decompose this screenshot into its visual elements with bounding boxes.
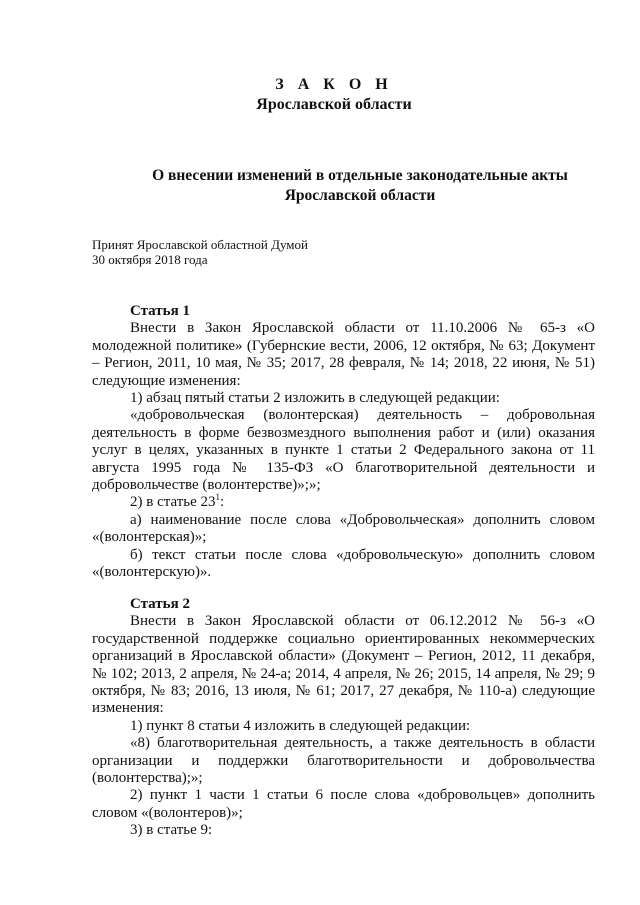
article-2-item-2: 2) пункт 1 части 1 статьи 6 после слова «добровольцев» дополнить словом «(волонтеров)»; [92,787,595,821]
article-2-item-1: 1) пункт 8 статьи 4 изложить в следующей редакции: [130,717,471,734]
article-1-title: Статья 1 [130,303,190,319]
adoption-line-1: Принят Ярославской областной Думой [92,237,308,252]
article-1-item-2-prefix: 2) в статье 23 [130,494,216,511]
article-2 [92,596,595,840]
article-1-item-1: 1) абзац пятый статьи 2 изложить в следующей редакции: [130,390,500,407]
article-2-title: Статья 2 [130,596,190,612]
article-2-item-3: 3) в статье 9: [130,822,213,839]
article-2-item-1-text: «8) благотворительная деятельность, а также деятельность в области организации и поддержки благотворительности и добровольчества (волонтерства);»; [92,735,595,787]
document-type-heading: З А К О Н [275,76,393,93]
article-1-item-2b: б) текст статьи после слова «добровольческую» дополнить словом «(волонтерскую)». [92,546,595,581]
article-2-intro: Внести в Закон Ярославской области от 06.12.2012 № 56-з «О государственной поддержке социально ориентированных некоммерческих организаций в Ярославской области» (Документ – Регион, 2012, 11 декабря, № 102; 2013, 2 апреля, № 24-а; 2014, 4 апреля, № 26; 2015, 14 апреля, № 29; 9 октября, № 83; 2016, 13 июля, № 61; 2017, 27 декабря, № 110-а) следующие изменения: [92,613,595,717]
article-1-item-2a: а) наименование после слова «Добровольческая» дополнить словом «(волонтерская)»; [92,511,595,546]
article-1-item-2-superscript: 1 [215,492,221,503]
article-1-item-2 [92,494,595,511]
law-subject-title [92,166,628,206]
article-1-item-1-text: «добровольческая (волонтерская) деятельность – добровольная деятельность в форме безвозмездного выполнения работ и (или) оказания услуг в целях, указанных в пункте 1 статьи 2 Федерального закона от 11 августа 1995 года № 135-ФЗ «О благотворительной деятельности и добровольчестве (волонтерстве)»;»; [92,407,595,494]
adoption-note [92,237,308,267]
adoption-date: 30 октября 2018 года [92,252,208,267]
article-1 [92,303,595,582]
subject-line-1: О внесении изменений в отдельные законодательные акты [152,167,568,184]
article-1-intro: Внести в Закон Ярославской области от 11.10.2006 № 65-з «О молодежной политике» (Губернские вести, 2006, 12 октября, № 63; Документ – Регион, 2011, 10 мая, № 35; 2017, 28 февраля, № 14; 2018, 22 июня, № 51) следующие изменения: [92,320,595,389]
article-1-item-2-suffix: : [220,494,225,511]
subject-line-2: Ярославской области [284,187,436,204]
document-region-heading: Ярославской области [256,96,412,113]
